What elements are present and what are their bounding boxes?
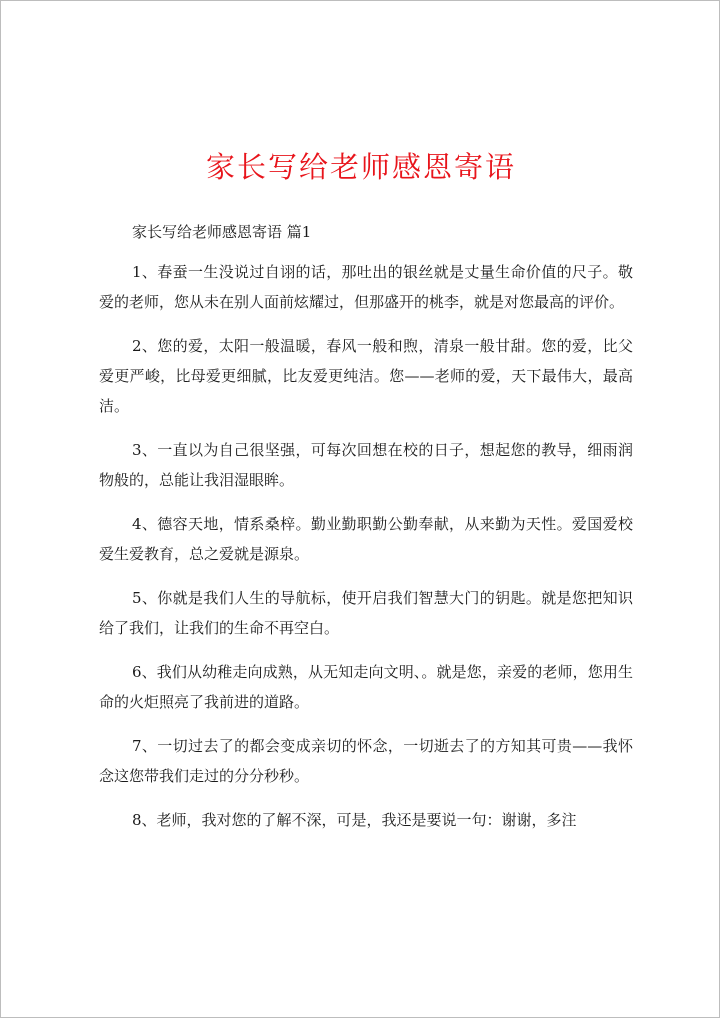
- paragraph-1: 1、春蚕一生没说过自诩的话，那吐出的银丝就是丈量生命价值的尺子。敬爱的老师，您从未在别人面前炫耀过，但那盛开的桃李，就是对您最高的评价。: [99, 263, 633, 311]
- paragraph-3: 3、一直以为自己很坚强，可每次回想在校的日子，想起您的教导，细雨润物般的，总能让我泪湿眼眸。: [99, 441, 633, 489]
- paragraph-7: 7、一切过去了的都会变成亲切的怀念，一切逝去了的方知其可贵——我怀念这您带我们走过的分分秒秒。: [99, 737, 633, 785]
- paragraph-5: 5、你就是我们人生的导航标，使开启我们智慧大门的钥匙。就是您把知识给了我们，让我们的生命不再空白。: [99, 589, 633, 637]
- document-body: [99, 257, 633, 849]
- paragraph-6: 6、我们从幼稚走向成熟，从无知走向文明、。就是您，亲爱的老师，您用生命的火炬照亮了我前进的道路。: [99, 663, 633, 711]
- document-title: 家长写给老师感恩寄语: [205, 150, 516, 184]
- paragraph-4: 4、德容天地，情系桑梓。勤业勤职勤公勤奉献，从来勤为天性。爱国爱校爱生爱教育，总之爱就是源泉。: [99, 515, 633, 563]
- paragraph-2: 2、您的爱，太阳一般温暖，春风一般和煦，清泉一般甘甜。您的爱，比父爱更严峻，比母爱更细腻，比友爱更纯洁。您——老师的爱，天下最伟大，最高洁。: [99, 337, 633, 415]
- section-heading: 家长写给老师感恩寄语 篇1: [132, 223, 312, 241]
- paragraph-8: 8、老师，我对您的了解不深，可是，我还是要说一句：谢谢，多注: [132, 811, 577, 829]
